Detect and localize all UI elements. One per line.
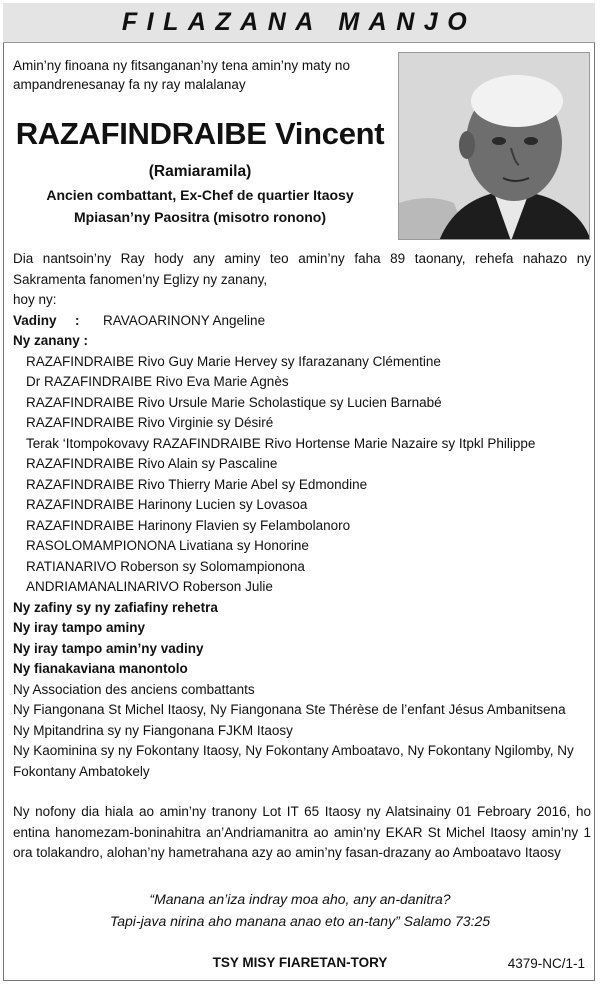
footer-reference: 4379-NC/1-1 <box>507 956 585 971</box>
spouse-line <box>13 311 591 332</box>
intro-text: Amin’ny finoana ny fitsanganan’ny tena amin’ny maty no ampandrenesanay fa ny ray malalanay <box>13 58 350 92</box>
announcement-text: Dia nantsoin’ny Ray hody any aminy teo amin’ny faha 89 taonany, rehefa nahazo ny Sakramenta fanomen’ny Eglizy ny zanany, <box>13 251 591 287</box>
deceased-name: RAZAFINDRAIBE Vincent <box>15 116 385 151</box>
family-group: Ny fianakaviana manontolo <box>13 661 188 676</box>
child-item: ANDRIAMANALINARIVO Roberson Julie <box>26 579 273 594</box>
notice-body <box>13 249 591 864</box>
spacer <box>13 782 591 802</box>
portrait-image <box>399 53 590 240</box>
spouse-separator: : <box>75 312 80 328</box>
child-item: RATIANARIVO Roberson sy Solomampionona <box>26 558 305 574</box>
family-group: Ny iray tampo amin’ny vadiny <box>13 640 204 656</box>
verse-text: Tapi-java nirina aho manana anao eto an-tany” <box>109 913 400 929</box>
child-item: RAZAFINDRAIBE Rivo Ursule Marie Scholastique sy Lucien Barnabé <box>26 394 442 410</box>
deceased-photo <box>398 52 590 240</box>
deceased-title-1: Ancien combattant, Ex-Chef de quartier Itaosy <box>46 187 354 203</box>
family-group: Ny iray tampo aminy <box>13 620 146 635</box>
child-item: Dr RAZAFINDRAIBE Rivo Eva Marie Agnès <box>26 374 289 389</box>
association-line: Ny Kaominina sy ny Fokontany Itaosy, Ny Fokontany Amboatavo, Ny Fokontany Ngilomby, Ny Fokontany Ambatokely <box>13 743 574 779</box>
child-item: RAZAFINDRAIBE Rivo Thierry Marie Abel sy Edmondine <box>26 476 368 492</box>
association-line: Ny Fiangonana St Michel Itaosy, Ny Fiangonana Ste Thérèse de l’enfant Jésus Ambanitsena <box>13 702 566 717</box>
child-item: RAZAFINDRAIBE Rivo Guy Marie Hervey sy Ifarazanany Clémentine <box>26 353 441 369</box>
bible-verse-line-1: “Manana an’iza indray moa aho, any an-danitra? <box>149 891 451 907</box>
child-item: RAZAFINDRAIBE Harinony Lucien sy Lovasoa <box>26 497 308 512</box>
child-item: Terak ‘Itompokovavy RAZAFINDRAIBE Rivo Hortense Marie Nazaire sy Itpkl Philippe <box>26 435 536 451</box>
deceased-nickname: (Ramiaramila) <box>148 163 252 180</box>
funeral-text: Ny nofony dia hiala ao amin’ny tranony Lot IT 65 Itaosy ny Alatsinainy 01 Febroary 2016, ho entina hanomezam-boninahitra an’Andriamanitra ao amin’ny EKAR St Michel Itaosy amin’ny 1 ora tolakandro, alohan’ny hametrahana azy ao amin’ny fasan-drazany ao Amboatavo Itaosy <box>13 804 591 860</box>
child-item: RAZAFINDRAIBE Rivo Alain sy Pascaline <box>26 456 278 471</box>
bible-verse-line-2 <box>0 913 600 929</box>
deceased-title-2: Mpiasan’ny Paositra (misotro ronono) <box>73 209 327 225</box>
child-item: RAZAFINDRAIBE Harinony Flavien sy Felambolanoro <box>26 517 351 533</box>
child-item: RASOLOMAMPIONONA Livatiana sy Honorine <box>26 538 309 553</box>
children-label: Ny zanany : <box>13 333 89 348</box>
association-line: Ny Association des anciens combattants <box>13 681 255 697</box>
spouse-label: Vadiny <box>13 312 57 328</box>
header-title: FILAZANA MANJO <box>121 8 477 36</box>
family-group: Ny zafiny sy ny zafiafiny rehetra <box>13 599 218 615</box>
footer-note: TSY MISY FIARETAN-TORY <box>212 955 388 970</box>
hoy-ny-text: hoy ny: <box>13 292 57 307</box>
association-line: Ny Mpitandrina sy ny Fiangonana FJKM Itaosy <box>13 722 293 738</box>
verse-reference: Salamo 73:25 <box>403 913 491 929</box>
child-item: RAZAFINDRAIBE Rivo Virginie sy Désiré <box>26 415 274 430</box>
notice-header <box>3 3 595 43</box>
spouse-name: RAVAOARINONY Angeline <box>103 312 266 328</box>
